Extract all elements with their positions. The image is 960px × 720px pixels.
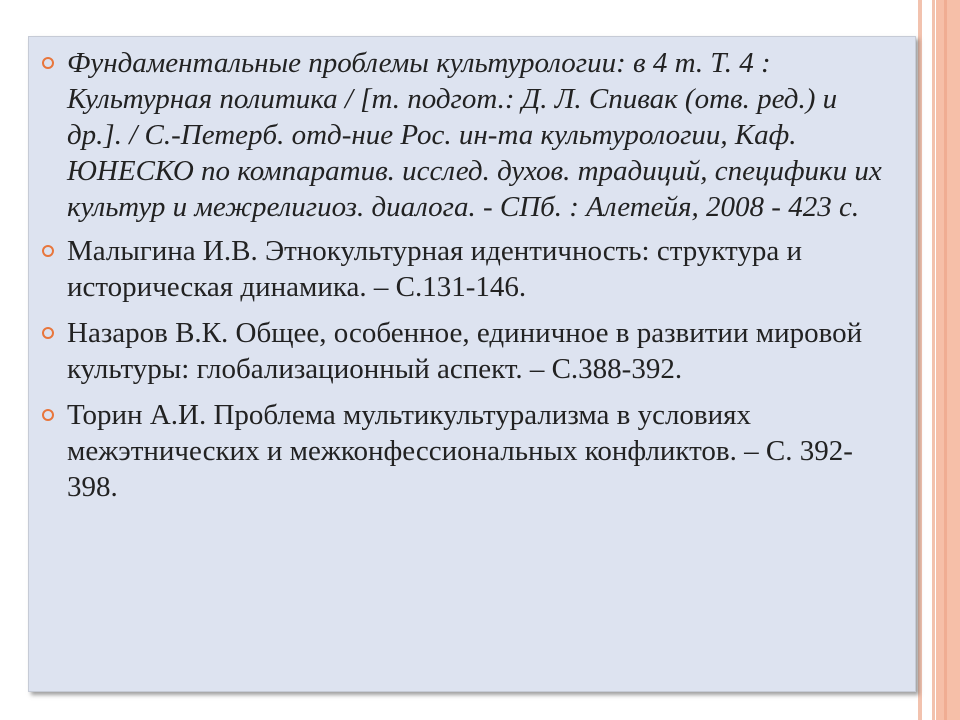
ring-bullet-icon: [42, 57, 54, 69]
reference-text: Назаров В.К. Общее, особенное, единичное в развитии мировой культуры: глобализационный аспект. – С.388-392.: [67, 317, 863, 385]
decorative-stripe: [924, 0, 932, 720]
list-item: [39, 315, 899, 387]
reference-text: Торин А.И. Проблема мультикультурализма в условиях межэтнических и межконфессиональных конфликтов. – С. 392-398.: [67, 399, 853, 503]
ring-bullet-icon: [42, 245, 54, 257]
ring-bullet-icon: [42, 327, 54, 339]
reference-text: Фундаментальные проблемы культурологии: в 4 т. Т. 4 : Культурная политика / [т. подгот.: Д. Л. Спивак (отв. ред.) и др.]. / С.-Петерб. отд-ние Рос. ин-та культурологии, Каф. ЮНЕСКО по компаратив. исслед. духов. традиций, специфики их культур и межрелигиоз. диалога. - СПб. : Алетейя, 2008 - 423 с.: [67, 47, 882, 223]
reference-list: [39, 45, 899, 515]
list-item: [39, 233, 899, 305]
ring-bullet-icon: [42, 409, 54, 421]
list-item: [39, 45, 899, 225]
decorative-stripe: [932, 0, 935, 720]
decorative-stripe: [918, 0, 922, 720]
content-panel: [28, 36, 916, 692]
list-item: [39, 397, 899, 505]
decorative-stripe: [936, 0, 960, 720]
reference-text: Малыгина И.В. Этнокультурная идентичность: структура и историческая динамика. – С.131-146.: [67, 235, 802, 303]
decorative-stripe: [944, 0, 947, 720]
